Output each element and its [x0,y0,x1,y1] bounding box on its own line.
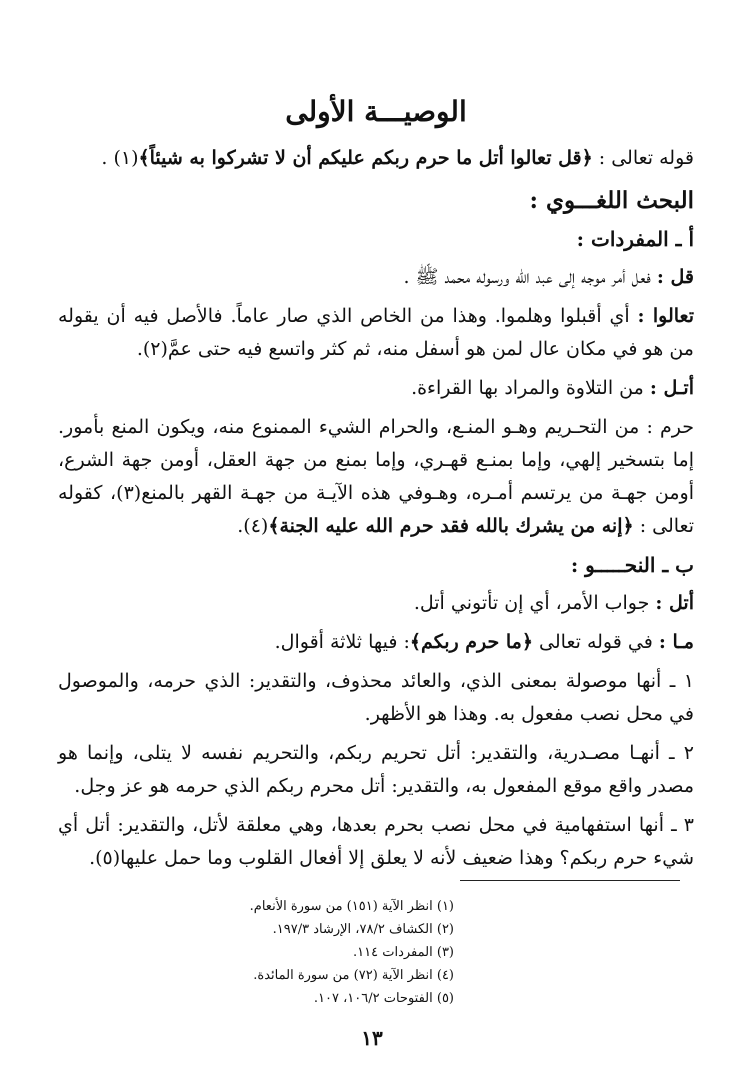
entry-verse: ﴿ما حرم ربكم﴾ [409,631,533,653]
entry-text: جواب الأمر، أي إن تأتوني أتل. [413,592,650,614]
entry-tail: : فيها ثلاثة أقوال. [274,631,410,653]
footnote: (١) انظر الآية (١٥١) من سورة الأنعام. [249,899,454,914]
entry-text: أي أقبلوا وهلموا. وهذا من الخاص الذي صار عاماً. فالأصل فيه أن يقوله من هو في مكان عال لمن هو أسفل منه، ثم كثر واتسع فيه حتى عمَّ(٢). [58,305,694,360]
verse-line [58,142,694,175]
entry-term: أتـل : [649,377,694,399]
entry-ref: (٤). [237,515,269,537]
page-title: الوصيـــة الأولى [285,95,467,128]
entry-text: في قوله تعالى [539,631,653,653]
point-2: ٢ ـ أنهـا مصـدرية، والتقدير: أتل تحريم ربكم، والتحريم نفسه لا يتلى، وإنما هو مصدر واقع موقع المفعول به، والتقدير: أتل محرم ربكم الذي حرمه هو عز وجل. [58,742,694,797]
verse-text: ﴿قل تعالوا أتل ما حرم ربكم عليكم أن لا تشركوا به شيئاً﴾ [138,147,593,169]
footnote: (٥) الفتوحات ١٠٦/٢، ١٠٧. [313,991,454,1006]
entry-term: أتل : [655,592,694,614]
footnotes [58,895,694,1010]
footnote: (٣) المفردات ١١٤. [353,945,454,960]
entry-text: من التحـريم وهـو المنـع، والحرام الشيء الممنوع منه، ويكون المنع بأمور. إما بتسخير إلهي، وإما بمنـع قهـري، وإما بمنع من جهة العقل، أومن جهة الشرع، أومن جهـة من يرتسم أمـره، وهـوفي هذه الآيـة من جهـة القهر بالمنع(٣)، كقوله تعالى : [58,416,694,537]
section-linguistic-heading: البحث اللغـــوي : [529,187,694,214]
page-body [58,92,694,881]
entry-atlu [58,372,694,405]
page-number: ١٣ [361,1026,383,1050]
entry-verse: ﴿إنه من يشرك بالله فقد حرم الله عليه الجنة﴾ [268,515,634,537]
entry-taalaw [58,300,694,366]
verse-intro: قوله تعالى : [598,147,694,169]
footnote: (٤) انظر الآية (٧٢) من سورة المائدة. [253,968,454,983]
entry-harrama [58,411,694,543]
entry-text: فعل أمر موجه إلى عبد الله ورسوله محمد ﷺ . [403,266,651,288]
footnote-divider [460,880,680,881]
entry-atl-grammar [58,587,694,620]
point-3: ٣ ـ أنها استفهامية في محل نصب بحرم بعدها، وهي معلقة لأتل، والتقدير: أتل أي شيء حرم ربكم؟ وهذا ضعيف لأنه لا يعلق إلا أفعال القلوب وما حمل عليها(٥). [58,814,694,869]
section-grammar-heading: ب ـ النحـــــو : [570,553,694,577]
footnote: (٢) الكشاف ٧٨/٢، الإرشاد ١٩٧/٣. [272,922,454,937]
entry-term: حرم : [646,416,695,438]
entry-term: تعالوا : [637,305,694,327]
entry-term: قل : [656,266,694,288]
point-1: ١ ـ أنها موصولة بمعنى الذي، والعائد محذوف، والتقدير: الذي حرمه، والموصول في محل نصب مفعول به. وهذا هو الأظهر. [58,670,694,725]
entry-text: من التلاوة والمراد بها القراءة. [411,377,644,399]
entry-qul [58,261,694,294]
section-vocabulary-heading: أ ـ المفردات : [576,227,694,251]
entry-term: مـا : [658,631,694,653]
verse-ref: (١) . [101,147,139,169]
entry-ma [58,626,694,659]
